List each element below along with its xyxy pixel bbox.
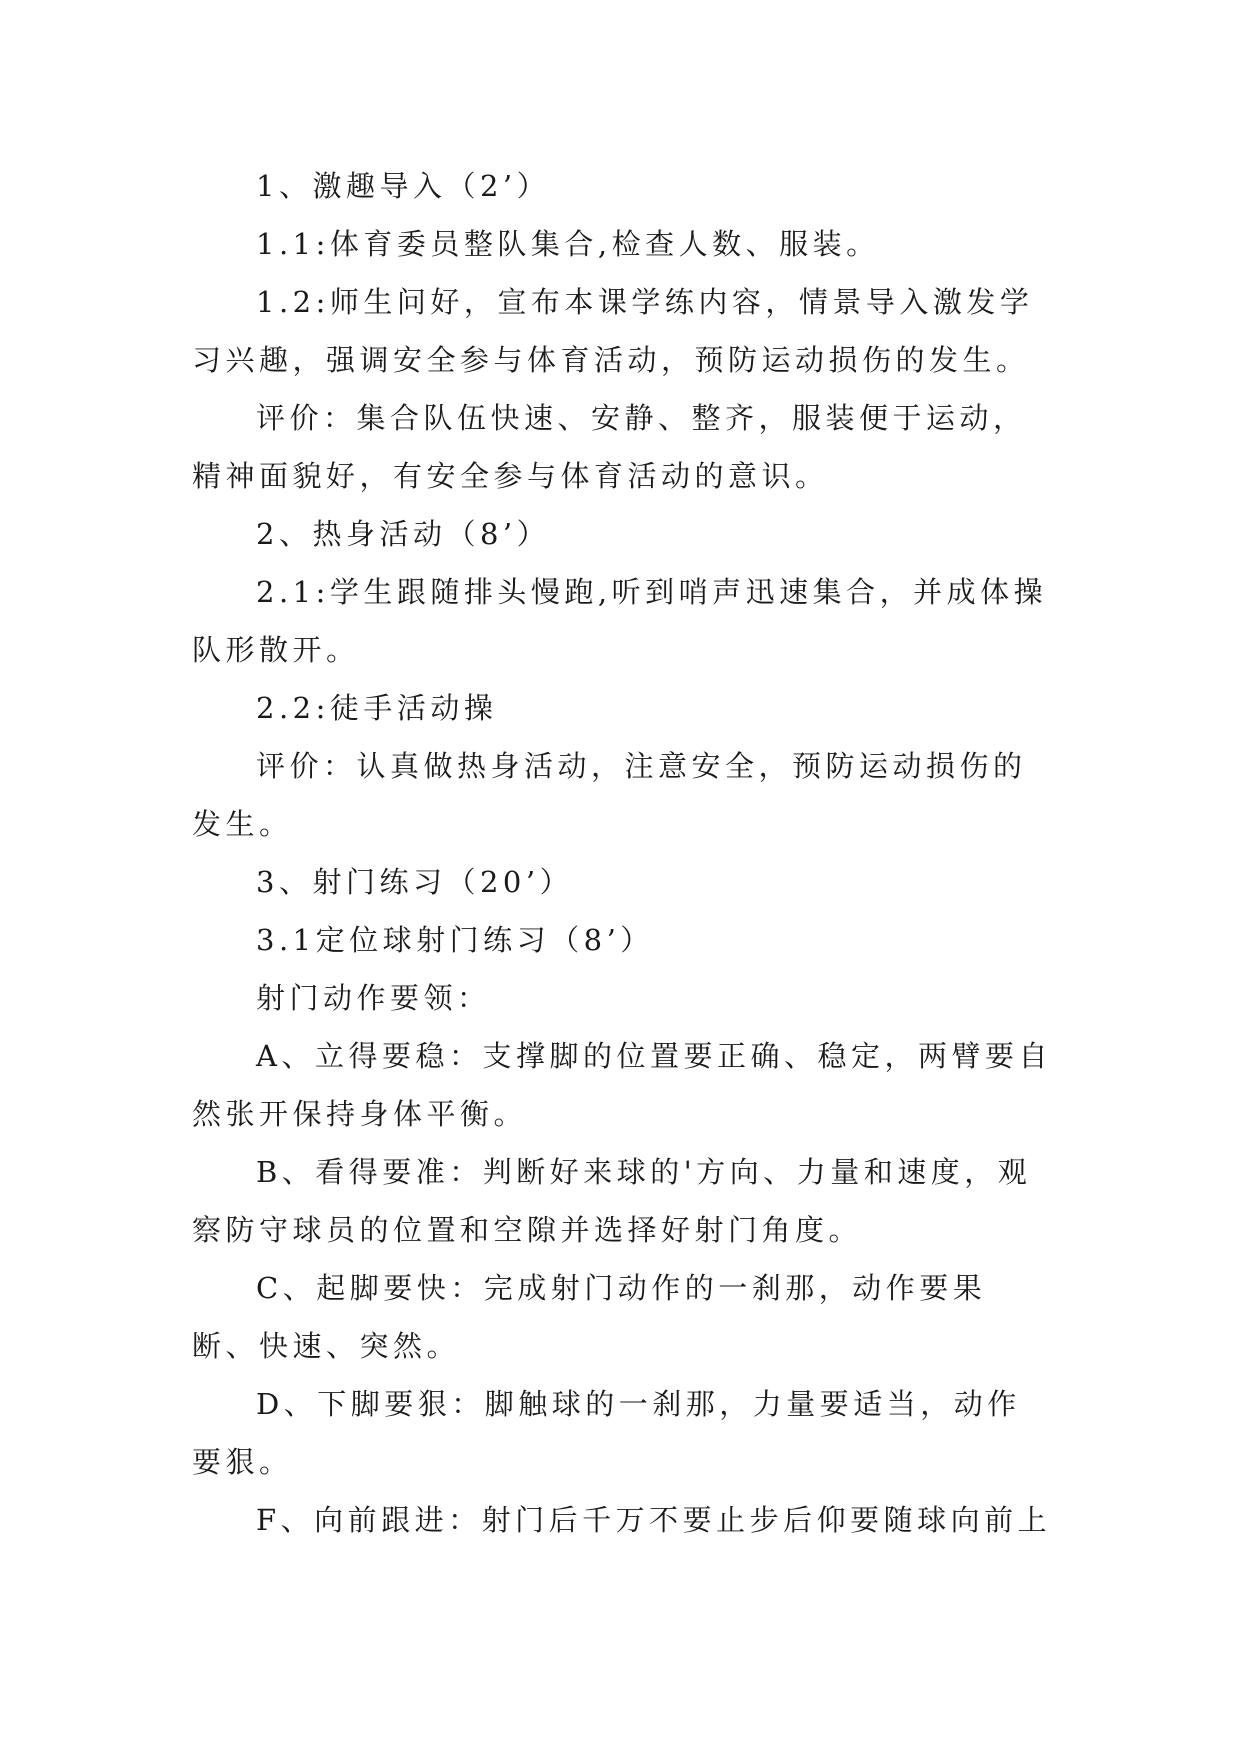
paragraph-warmup-activity-heading: 2、热身活动（8’）: [256, 517, 551, 551]
paragraph-point-a: A、立得要稳：支撑脚的位置要正确、稳定，两臂要自然张开保持身体平衡。: [192, 1039, 1052, 1131]
paragraph-step-2-1: 2.1:学生跟随排头慢跑,听到哨声迅速集合，并成体操队形散开。: [192, 575, 1048, 667]
paragraph-step-2-2: 2.2:徒手活动操: [256, 691, 498, 725]
paragraph-evaluation-2: 评价：认真做热身活动，注意安全，预防运动损伤的发生。: [192, 749, 1027, 841]
paragraph-point-b: B、看得要准：判断好来球的'方向、力量和速度，观察防守球员的位置和空隙并选择好射门角度。: [192, 1155, 1032, 1247]
paragraph-step-1-1: 1.1:体育委员整队集合,检查人数、服装。: [256, 227, 880, 261]
paragraph-step-1-2: 1.2:师生问好，宣布本课学练内容，情景导入激发学习兴趣，强调安全参与体育活动，预防运动损伤的发生。: [192, 285, 1034, 377]
paragraph-evaluation-1: 评价：集合队伍快速、安静、整齐，服装便于运动，精神面貌好，有安全参与体育活动的意识。: [192, 401, 1027, 493]
paragraph-point-c: C、起脚要快：完成射门动作的一刹那，动作要果断、快速、突然。: [192, 1271, 987, 1363]
paragraph-step-3-1: 3.1定位球射门练习（8’）: [256, 923, 654, 957]
document-body: [192, 157, 1052, 1549]
paragraph-shooting-essentials: 射门动作要领：: [256, 981, 491, 1015]
paragraph-warmup-intro-heading: 1、激趣导入（2’）: [256, 169, 551, 203]
paragraph-point-f: F、向前跟进：射门后千万不要止步后仰要随球向前上: [256, 1503, 1052, 1537]
paragraph-point-d: D、下脚要狠：脚触球的一刹那，力量要适当，动作要狠。: [192, 1387, 1021, 1479]
paragraph-shooting-heading: 3、射门练习（20’）: [256, 865, 574, 899]
